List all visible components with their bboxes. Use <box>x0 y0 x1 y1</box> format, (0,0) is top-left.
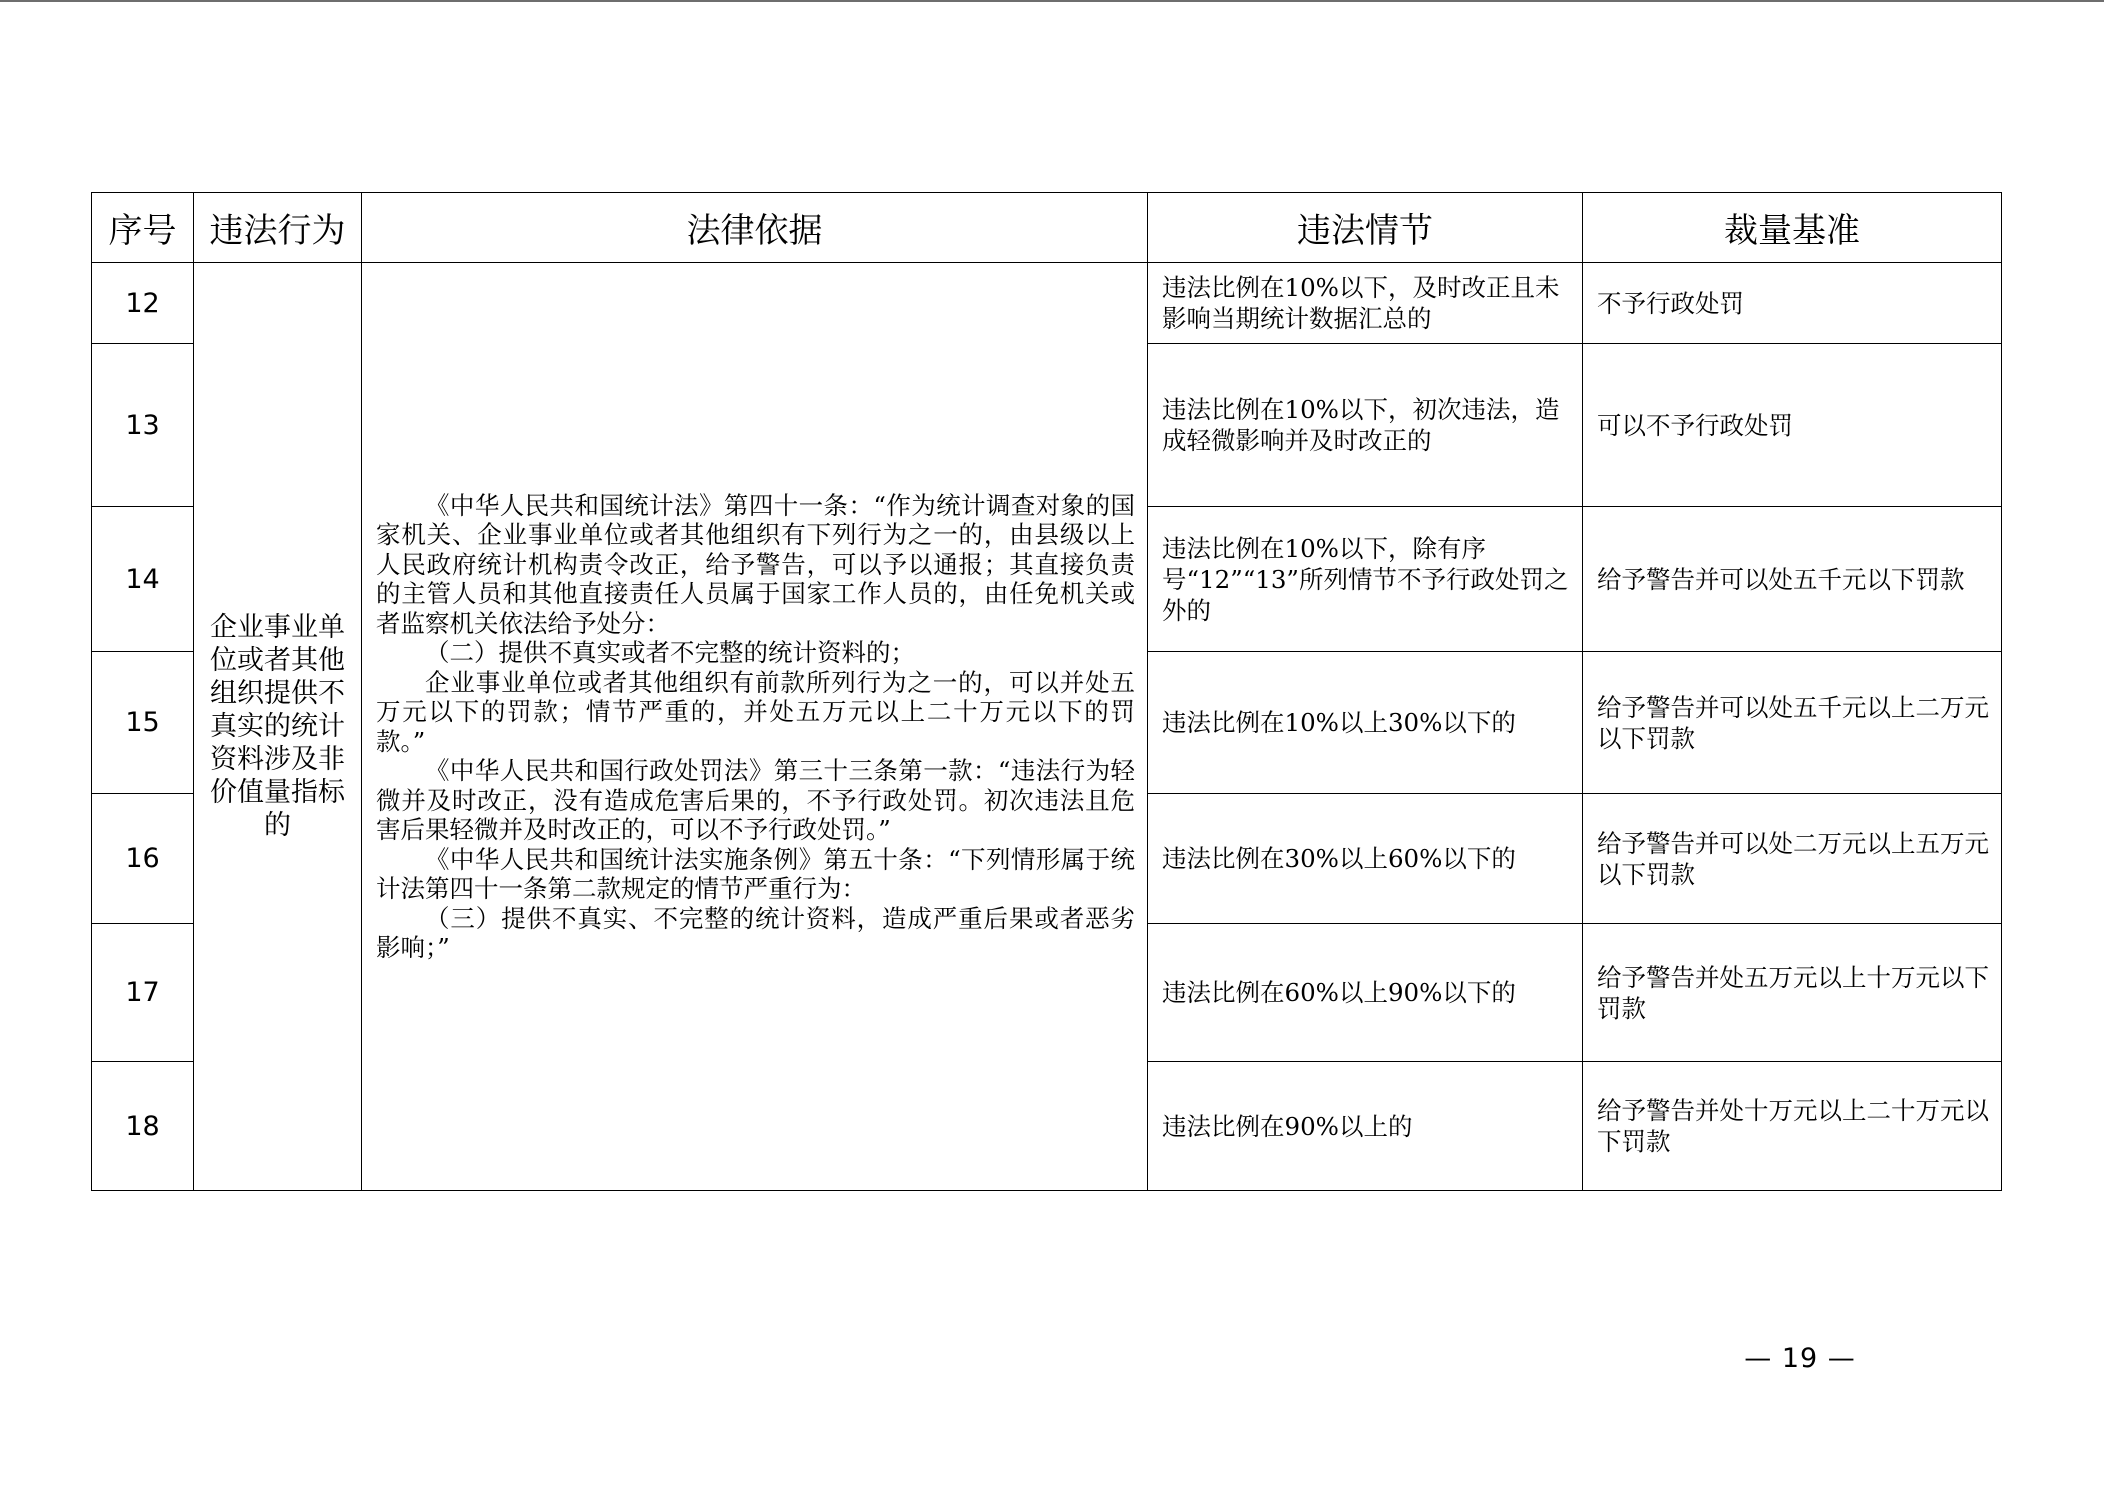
row-number: 14 <box>92 507 194 652</box>
header-plot: 违法情节 <box>1148 193 1583 263</box>
legal-basis-cell <box>362 263 1148 1191</box>
basis-paragraph: 《中华人民共和国统计法实施条例》第五十条：“下列情形属于统计法第四十一条第二款规定的情节严重行为： <box>376 844 1135 903</box>
standard-cell: 不予行政处罚 <box>1583 263 2002 344</box>
table-row <box>92 263 2002 344</box>
top-border-line <box>0 0 2104 2</box>
standard-cell: 给予警告并可以处五千元以上二万元以下罚款 <box>1583 652 2002 794</box>
row-number: 16 <box>92 794 194 924</box>
basis-paragraph: 《中华人民共和国行政处罚法》第三十三条第一款：“违法行为轻微并及时改正，没有造成危害后果的，不予行政处罚。初次违法且危害后果轻微并及时改正的，可以不予行政处罚。” <box>376 756 1135 844</box>
header-no: 序号 <box>92 193 194 263</box>
row-number: 15 <box>92 652 194 794</box>
header-standard: 裁量基准 <box>1583 193 2002 263</box>
basis-paragraph: 企业事业单位或者其他组织有前款所列行为之一的，可以并处五万元以下的罚款；情节严重的，并处五万元以上二十万元以下的罚款。” <box>376 667 1135 756</box>
row-number: 18 <box>92 1062 194 1191</box>
row-number: 13 <box>92 344 194 507</box>
basis-paragraph: （二）提供不真实或者不完整的统计资料的； <box>425 638 915 667</box>
plot-cell: 违法比例在60%以上90%以下的 <box>1148 924 1583 1062</box>
table-header-row <box>92 193 2002 263</box>
behavior-cell: 企业事业单位或者其他组织提供不真实的统计资料涉及非价值量指标的 <box>194 263 362 1191</box>
plot-cell: 违法比例在30%以上60%以下的 <box>1148 794 1583 924</box>
header-basis: 法律依据 <box>362 193 1148 263</box>
standard-cell: 给予警告并处五万元以上十万元以下罚款 <box>1583 924 2002 1062</box>
header-behavior: 违法行为 <box>194 193 362 263</box>
row-number: 17 <box>92 924 194 1062</box>
basis-paragraph: 《中华人民共和国统计法》第四十一条：“作为统计调查对象的国家机关、企业事业单位或者其他组织有下列行为之一的，由县级以上人民政府统计机构责令改正，给予警告，可以予以通报；其直接负责的主管人员和其他直接责任人员属于国家工作人员的，由任免机关或者监察机关依法给予处分： <box>376 490 1135 638</box>
plot-cell: 违法比例在90%以上的 <box>1148 1062 1583 1191</box>
plot-cell: 违法比例在10%以下，及时改正且未影响当期统计数据汇总的 <box>1148 263 1583 344</box>
row-number: 12 <box>92 263 194 344</box>
page-number: — 19 — <box>1744 1343 1856 1374</box>
standard-cell: 给予警告并可以处五千元以下罚款 <box>1583 507 2002 652</box>
plot-cell: 违法比例在10%以上30%以下的 <box>1148 652 1583 794</box>
standard-cell: 给予警告并处十万元以上二十万元以下罚款 <box>1583 1062 2002 1191</box>
basis-paragraph: （三）提供不真实、不完整的统计资料，造成严重后果或者恶劣影响；” <box>376 903 1135 962</box>
penalty-discretion-table <box>91 192 2002 1191</box>
plot-cell: 违法比例在10%以下，除有序号“12”“13”所列情节不予行政处罚之外的 <box>1148 507 1583 652</box>
standard-cell: 可以不予行政处罚 <box>1583 344 2002 507</box>
plot-cell: 违法比例在10%以下，初次违法，造成轻微影响并及时改正的 <box>1148 344 1583 507</box>
standard-cell: 给予警告并可以处二万元以上五万元以下罚款 <box>1583 794 2002 924</box>
